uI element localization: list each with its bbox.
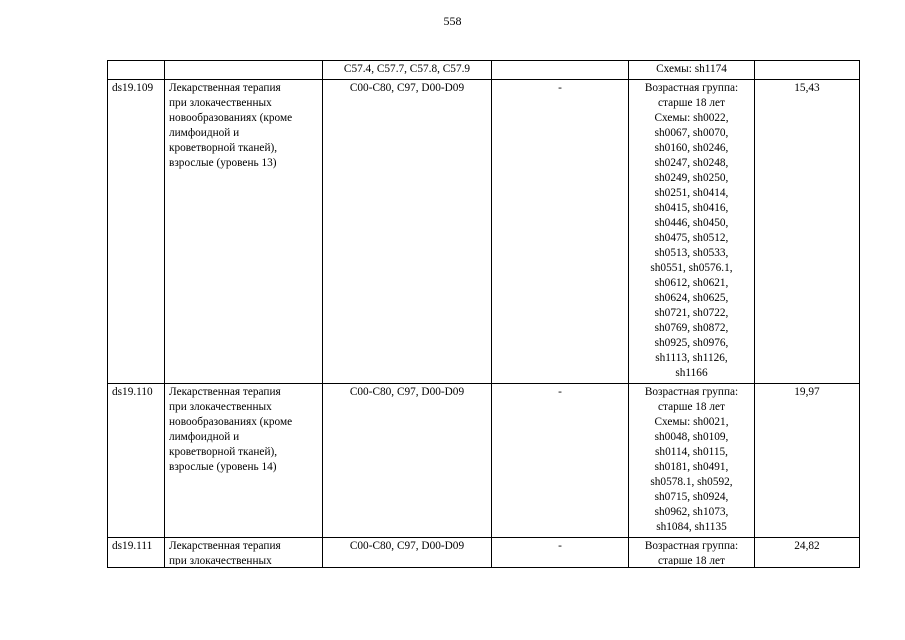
cell-line: sh0513, sh0533,	[654, 247, 729, 259]
table-row	[108, 80, 860, 384]
tariff-table	[107, 60, 860, 568]
name-cell	[165, 538, 323, 568]
cell-line: старше 18 лет	[658, 555, 725, 565]
cell-line: sh0415, sh0416,	[654, 202, 729, 214]
params-cell	[629, 384, 755, 538]
name-cell	[165, 80, 323, 384]
cell-line: Возрастная группа:	[644, 386, 739, 398]
dash-cell: -	[492, 384, 629, 538]
cell-line: sh0721, sh0722,	[654, 307, 729, 319]
cell-line: sh0251, sh0414,	[654, 187, 729, 199]
params-cell	[629, 61, 755, 80]
page-number: 558	[443, 14, 462, 28]
name-cell	[165, 384, 323, 538]
table-row	[108, 538, 860, 568]
coef-cell: 15,43	[755, 80, 860, 384]
cell-line: при злокачественных	[169, 555, 272, 565]
cell-line: sh0048, sh0109,	[654, 431, 729, 443]
cell-line: sh1113, sh1126,	[655, 352, 728, 364]
cell-line: Возрастная группа:	[644, 540, 739, 552]
cell-line: лимфоидной и	[169, 127, 240, 139]
cell-line: sh0925, sh0976,	[654, 337, 729, 349]
name-cell	[165, 61, 323, 80]
table-row	[108, 61, 860, 80]
dash-cell	[492, 61, 629, 80]
cell-line: sh1166	[675, 367, 708, 379]
mkb-cell: C00-C80, C97, D00-D09	[323, 80, 492, 384]
cell-line: sh0160, sh0246,	[654, 142, 729, 154]
coef-cell: 19,97	[755, 384, 860, 538]
cell-line: взрослые (уровень 14)	[169, 461, 277, 473]
cell-line: Возрастная группа:	[644, 82, 739, 94]
dash-cell: -	[492, 80, 629, 384]
dash-cell: -	[492, 538, 629, 568]
table-row	[108, 384, 860, 538]
code-cell: ds19.109	[108, 80, 165, 384]
cell-line: sh0114, sh0115,	[655, 446, 728, 458]
cell-line: Лекарственная терапия	[169, 386, 281, 398]
coef-cell: 24,82	[755, 538, 860, 568]
cell-line: Лекарственная терапия	[169, 82, 281, 94]
cell-line: sh0551, sh0576.1,	[650, 262, 733, 274]
cell-line: sh0475, sh0512,	[654, 232, 729, 244]
code-cell: ds19.111	[108, 538, 165, 568]
cell-line: новообразованиях (кроме	[169, 416, 293, 428]
cell-line: sh0612, sh0621,	[654, 277, 729, 289]
cell-line: взрослые (уровень 13)	[169, 157, 277, 169]
cell-line: sh0181, sh0491,	[654, 461, 729, 473]
cell-line: при злокачественных	[169, 401, 272, 413]
params-cell	[629, 80, 755, 384]
cell-line: sh0769, sh0872,	[654, 322, 729, 334]
cell-line: лимфоидной и	[169, 431, 240, 443]
cell-line: кроветворной тканей),	[169, 446, 278, 458]
cell-line: sh0446, sh0450,	[654, 217, 729, 229]
cell-line: sh0247, sh0248,	[654, 157, 729, 169]
cell-line: sh0578.1, sh0592,	[650, 476, 733, 488]
code-cell: ds19.110	[108, 384, 165, 538]
code-cell	[108, 61, 165, 80]
mkb-cell: C00-C80, C97, D00-D09	[323, 384, 492, 538]
cell-line: старше 18 лет	[658, 97, 725, 109]
cell-line: Схемы: sh0021,	[654, 416, 729, 428]
mkb-cell: C00-C80, C97, D00-D09	[323, 538, 492, 568]
cell-line: при злокачественных	[169, 97, 272, 109]
cell-line: Лекарственная терапия	[169, 540, 281, 552]
cell-line: sh0962, sh1073,	[654, 506, 729, 518]
cell-line: sh0624, sh0625,	[654, 292, 729, 304]
cell-line: кроветворной тканей),	[169, 142, 278, 154]
params-line: Схемы: sh1174	[656, 63, 727, 75]
cell-line: sh1084, sh1135	[656, 521, 727, 533]
cell-line: Схемы: sh0022,	[654, 112, 729, 124]
cell-line: старше 18 лет	[658, 401, 725, 413]
cell-line: sh0249, sh0250,	[654, 172, 729, 184]
coef-cell	[755, 61, 860, 80]
cell-line: новообразованиях (кроме	[169, 112, 293, 124]
cell-line: sh0715, sh0924,	[654, 491, 729, 503]
mkb-cell: C57.4, C57.7, C57.8, C57.9	[323, 61, 492, 80]
params-cell	[629, 538, 755, 568]
cell-line: sh0067, sh0070,	[654, 127, 729, 139]
